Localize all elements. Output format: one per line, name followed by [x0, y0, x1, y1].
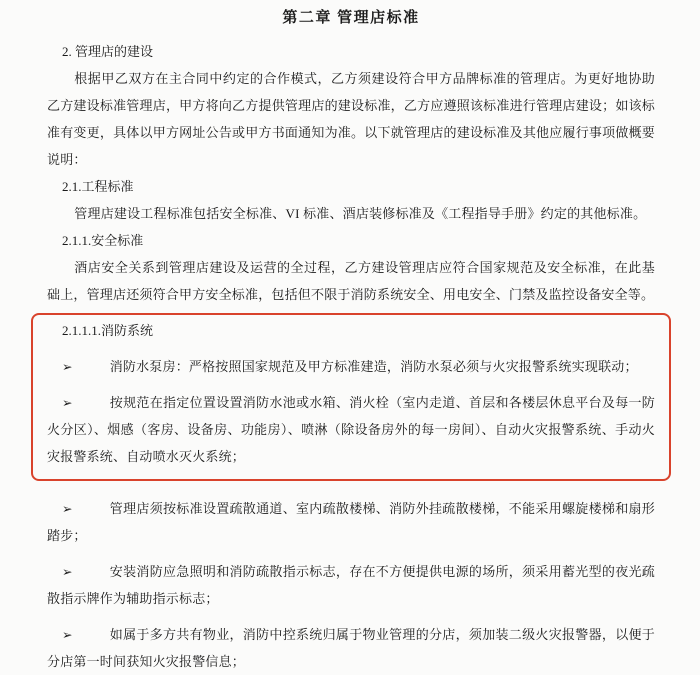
- bullet-text: 按规范在指定位置设置消防水池或水箱、消火栓（室内走道、首层和各楼层休息平台及每一防火分区）、烟感（客房、设备房、功能房）、喷淋（除设备房外的每一房间）、自动火灾报警系统、手动火灾报警系统、自动喷水灭火系统；: [47, 395, 655, 464]
- arrow-bullet-icon: ➢: [62, 501, 73, 516]
- section-heading-2-1-1: 2.1.1.安全标准: [62, 233, 144, 248]
- section-heading-2-1: 2.1.工程标准: [62, 179, 134, 194]
- chapter-title: 第二章 管理店标准: [282, 10, 420, 26]
- bullet-text: 安装消防应急照明和消防疏散指示标志，存在不方便提供电源的场所，须采用蓄光型的夜光疏散指示牌作为辅助指示标志；: [47, 564, 655, 606]
- bullet-item-evacuation: [47, 495, 655, 549]
- paragraph-safety-standard: 酒店安全关系到管理店建设及运营的全过程，乙方建设管理店应符合国家规范及安全标准，在此基础上，管理店还须符合甲方安全标准，包括但不限于消防系统安全、用电安全、门禁及监控设备安全等。: [47, 260, 655, 302]
- arrow-bullet-icon: ➢: [62, 564, 73, 579]
- bullet-item-shared-property: [47, 621, 655, 675]
- paragraph-intro: 根据甲乙双方在主合同中约定的合作模式，乙方须建设符合甲方品牌标准的管理店。为更好地协助乙方建设标准管理店，甲方将向乙方提供管理店的建设标准，乙方应遵照该标准进行管理店建设；如该标准有变更，具体以甲方网址公告或甲方书面通知为准。以下就管理店的建设标准及其他应履行事项做概要说明：: [47, 71, 655, 167]
- bullet-item-emergency-lighting: [47, 558, 655, 612]
- bullet-item-fire-equipment: [47, 389, 655, 470]
- red-annotation-box: [31, 313, 671, 481]
- bullet-text: 管理店须按标准设置疏散通道、室内疏散楼梯、消防外挂疏散楼梯，不能采用螺旋楼梯和扇形踏步；: [47, 501, 655, 543]
- arrow-bullet-icon: ➢: [62, 359, 73, 374]
- section-heading-2: 2. 管理店的建设: [62, 44, 154, 59]
- arrow-bullet-icon: ➢: [62, 395, 73, 410]
- bullet-item-fire-pump-room: [47, 353, 655, 380]
- paragraph-engineering-standard: 管理店建设工程标准包括安全标准、VI 标准、酒店装修标准及《工程指导手册》约定的其他标准。: [74, 206, 647, 221]
- bullet-text: 消防水泵房：严格按照国家规范及甲方标准建造，消防水泵必须与火灾报警系统实现联动；: [109, 359, 638, 374]
- bullet-text: 如属于多方共有物业，消防中控系统归属于物业管理的分店，须加装二级火灾报警器，以便于分店第一时间获知火灾报警信息；: [47, 627, 655, 669]
- arrow-bullet-icon: ➢: [62, 627, 73, 642]
- section-heading-2-1-1-1: 2.1.1.1.消防系统: [62, 323, 154, 338]
